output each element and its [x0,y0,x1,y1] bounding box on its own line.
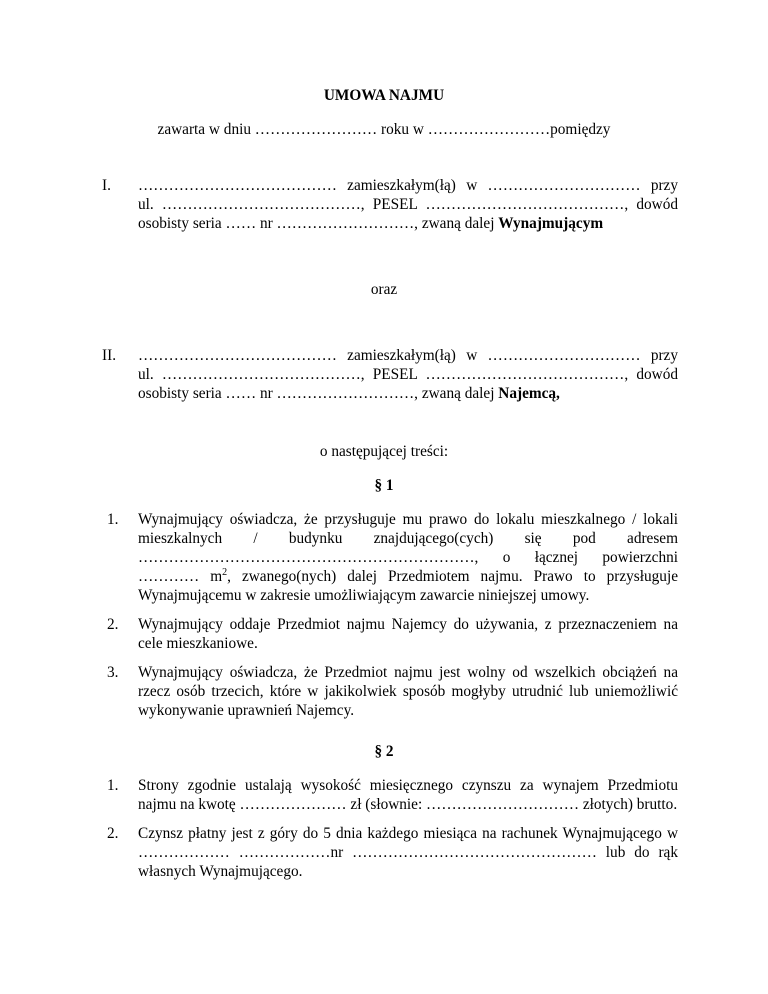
content-intro: o następującej treści: [319,443,449,460]
list-item-line: Wynajmującemu w zakresie umożliwiającym zawarcie niniejszej umowy. [138,587,590,604]
list-item-line [138,567,678,586]
party-1-line-3 [138,214,678,233]
party-2-line-1: ………………………………… zamieszkałym(łą) w ………………………… przy [138,347,678,364]
list-item-line: …………………………………………………………, o łącznej powierzchni [138,549,678,566]
section-2-list [107,776,678,881]
list-item-text: Wynajmujący oświadcza, że Przedmiot najmu jest wolny od wszelkich obciążeń na rzecz osób trzecich, które w jakikolwiek sposób mogłyby utrudnić lub uniemożliwić wykonywanie uprawnień Najemcy. [138,664,678,719]
party-2-numeral: II. [102,347,117,364]
list-item [107,663,678,720]
list-item-text: Wynajmujący oddaje Przedmiot najmu Najemcy do używania, z przeznaczeniem na cele mieszkaniowe. [138,616,678,652]
party-1-block [138,176,678,233]
party-1-line-3-text: osobisty seria …… nr ………………………, zwaną dalej [138,215,499,232]
party-2-line-3-text: osobisty seria …… nr ………………………, zwaną dalej [138,385,499,402]
party-1-line-2: ul. …………………………………, PESEL …………………………………, dowód [138,196,678,213]
document-title: UMOWA NAJMU [323,87,445,104]
list-item [107,776,678,814]
list-item-text: Strony zgodnie ustalają wysokość miesięcznego czynszu za wynajem Przedmiotu najmu na kwotę ………………… zł (słownie: ………………………… złotych) brutto. [138,777,678,813]
list-item-number: 2. [107,825,119,842]
list-item-number: 1. [107,777,119,794]
section-2-heading: § 2 [374,743,394,760]
section-1-list [107,510,678,720]
list-item [107,615,678,653]
list-item [107,824,678,881]
list-item-line-text: , zwanego(nych) dalej Przedmiotem najmu. Prawo to przysługuje [227,568,678,585]
list-item-number: 3. [107,664,119,681]
area-blank: ………… m [138,568,223,585]
list-item-line: mieszkalnych / budynku znajdującego(cych) się pod adresem [138,530,678,547]
list-item-line: Wynajmujący oświadcza, że przysługuje mu prawo do lokalu mieszkalnego / lokali [138,511,678,528]
party-1-numeral: I. [102,177,111,194]
party-2-line-3 [138,384,678,403]
list-item-text: Czynsz płatny jest z góry do 5 dnia każdego miesiąca na rachunek Wynajmującego w ……………… ………………nr ………………………………………… lub do rąk własnych Wynajmującego. [138,825,678,880]
party-2-block [138,346,678,403]
list-item-number: 2. [107,616,119,633]
party-1-line-1: ………………………………… zamieszkałym(łą) w ………………………… przy [138,177,678,194]
party-2-line-2: ul. …………………………………, PESEL …………………………………, dowód [138,366,678,383]
area-unit-superscript: 2 [222,566,228,578]
list-item [107,510,678,605]
list-item-number: 1. [107,511,119,528]
oraz-connector: oraz [370,281,398,298]
party-1-role: Wynajmującym [498,215,604,232]
agreement-intro: zawarta w dniu …………………… roku w ……………………pomiędzy [157,121,611,138]
party-2-role: Najemcą, [498,385,560,402]
section-1-heading: § 1 [374,477,394,494]
